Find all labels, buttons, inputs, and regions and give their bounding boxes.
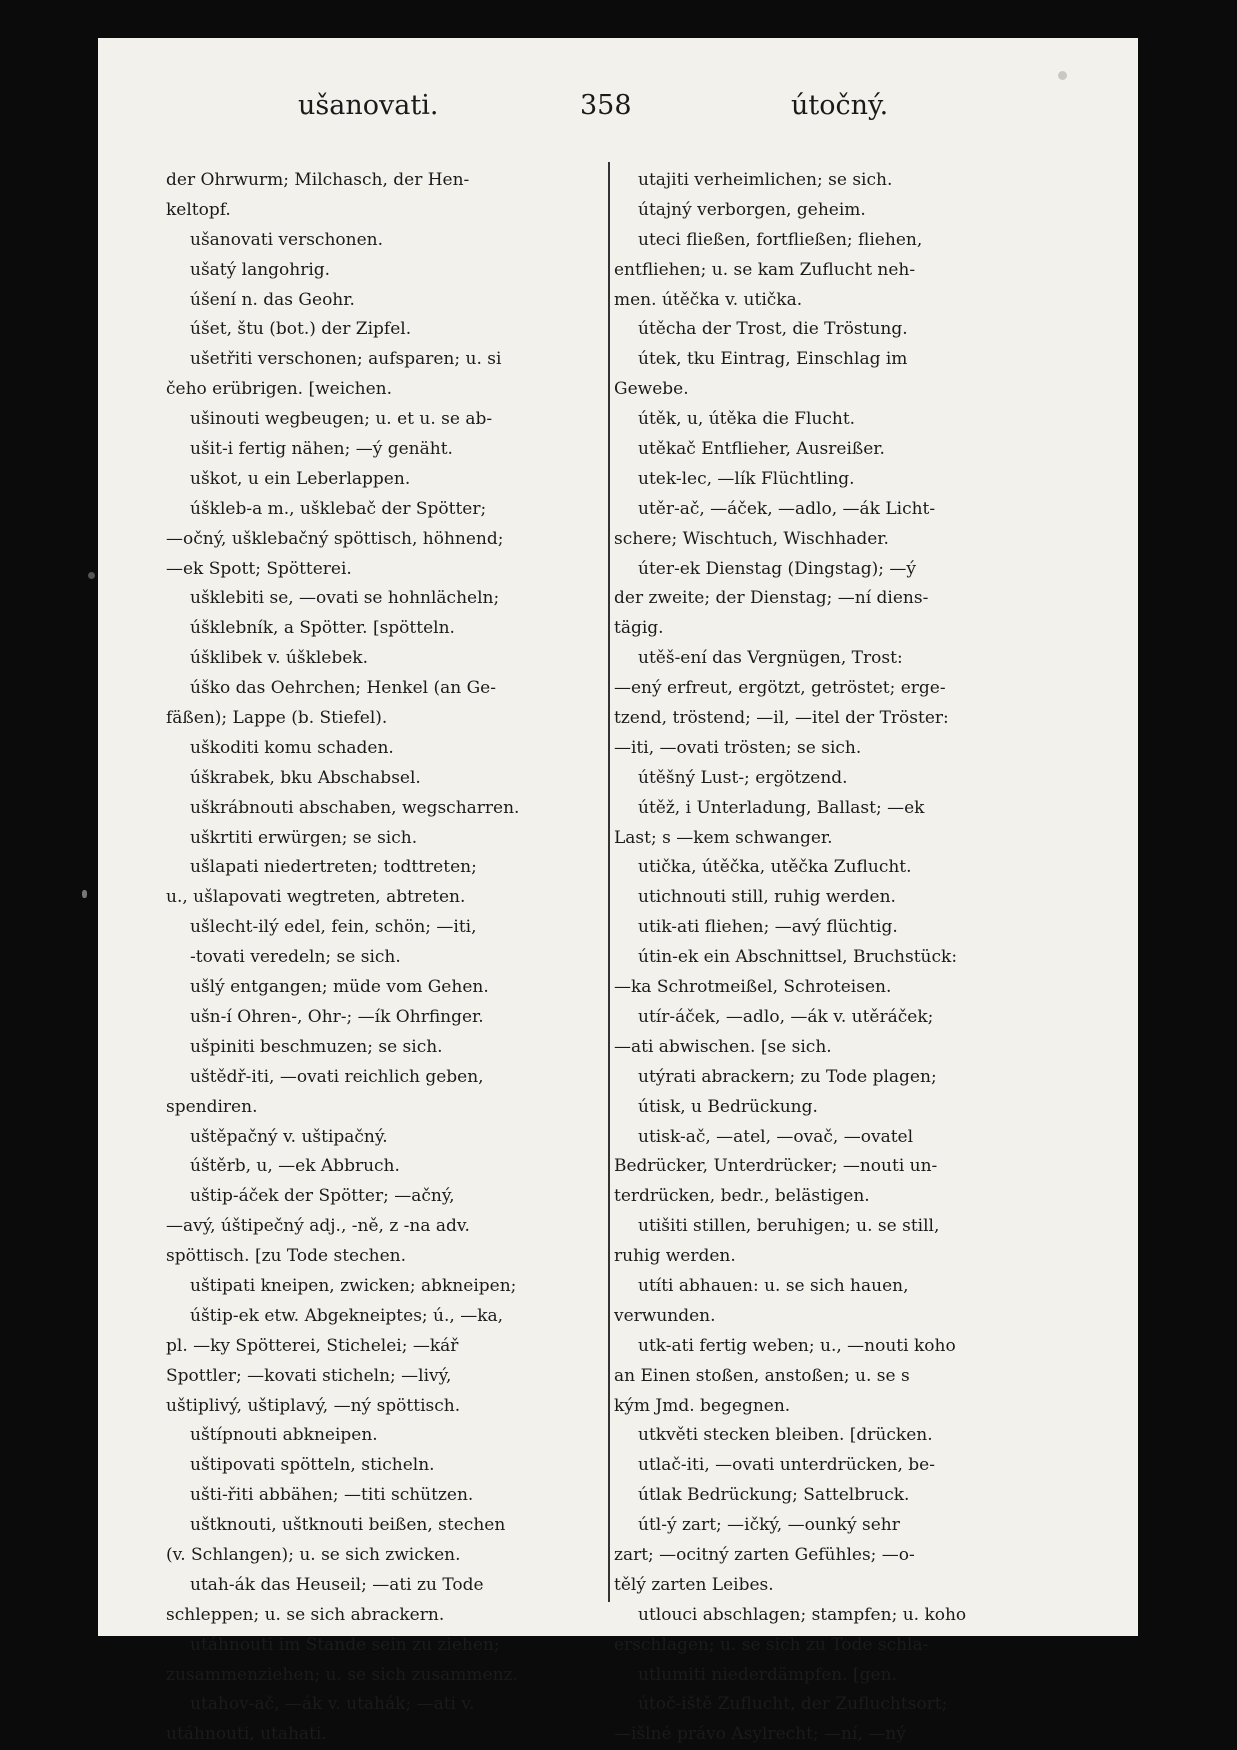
dictionary-line: úštip-ek etw. Abgekneiptes; ú., —ka, <box>190 1305 504 1326</box>
dictionary-line: uškrábnouti abschaben, wegscharren. <box>190 797 520 818</box>
dictionary-line: schere; Wischtuch, Wischhader. <box>614 528 889 549</box>
dictionary-line: útisk, u Bedrückung. <box>638 1096 818 1117</box>
dictionary-line: —očný, ušklebačný spöttisch, höhnend; <box>166 528 504 549</box>
left-column <box>166 166 598 1745</box>
dictionary-line: uškoditi komu schaden. <box>190 737 394 758</box>
running-header <box>98 90 1138 130</box>
dictionary-line: útěcha der Trost, die Tröstung. <box>638 319 908 340</box>
dictionary-line: pl. —ky Spötterei, Stichelei; —kář <box>166 1335 459 1356</box>
page-number: 358 <box>580 90 632 121</box>
dictionary-line: utička, útěčka, utěčka Zuflucht. <box>638 857 912 878</box>
dictionary-line: utěr-ač, —áček, —adlo, —ák Licht- <box>638 498 936 519</box>
dictionary-line: utahov-ač, —ák v. utahák; —ati v. <box>190 1694 475 1715</box>
dictionary-line: ušetřiti verschonen; aufsparen; u. si <box>190 349 502 370</box>
dictionary-line: útajný verborgen, geheim. <box>638 199 866 220</box>
dictionary-line: ruhig werden. <box>614 1246 736 1267</box>
dictionary-line: uštipovati spötteln, sticheln. <box>190 1455 435 1476</box>
dictionary-line: utik-ati fliehen; —avý flüchtig. <box>638 917 898 938</box>
book-page <box>98 38 1138 1745</box>
dictionary-line: ušlý entgangen; müde vom Gehen. <box>190 977 489 998</box>
dictionary-line: u., ušlapovati wegtreten, abtreten. <box>166 887 466 908</box>
dictionary-line: spöttisch. [zu Tode stechen. <box>166 1246 406 1267</box>
dictionary-line: —ený erfreut, ergötzt, getröstet; erge- <box>614 678 946 699</box>
dictionary-line: der Ohrwurm; Milchasch, der Hen- <box>166 170 470 190</box>
dictionary-line: ušlecht-ilý edel, fein, schön; —iti, <box>190 917 477 938</box>
dictionary-line: Bedrücker, Unterdrücker; —nouti un- <box>614 1156 938 1177</box>
dictionary-line: uteci fließen, fortfließen; fliehen, <box>638 229 923 250</box>
dictionary-line: zart; —ocitný zarten Gefühles; —o- <box>614 1544 915 1565</box>
dictionary-line: spendiren. <box>166 1096 258 1117</box>
dictionary-line: tzend, tröstend; —il, —itel der Tröster: <box>614 708 949 729</box>
dictionary-line: ušklebiti se, —ovati se hohnlächeln; <box>190 588 500 609</box>
dictionary-line: an Einen stoßen, anstoßen; u. se s <box>614 1365 910 1386</box>
dictionary-line: útlak Bedrückung; Sattelbruck. <box>638 1485 910 1506</box>
dictionary-line: úšklebník, a Spötter. [spötteln. <box>190 618 455 639</box>
dictionary-line: utah-ák das Heuseil; —ati zu Tode <box>190 1574 484 1595</box>
dictionary-line: utkvěti stecken bleiben. [drücken. <box>638 1425 933 1446</box>
dictionary-line: úšet, štu (bot.) der Zipfel. <box>190 319 412 340</box>
header-first-word: ušanovati. <box>298 90 439 121</box>
dictionary-line: úško das Oehrchen; Henkel (an Ge- <box>190 678 496 699</box>
dictionary-line: utlouci abschlagen; stampfen; u. koho <box>638 1604 967 1625</box>
dictionary-line: der zweite; der Dienstag; —ní diens- <box>614 588 929 609</box>
dictionary-line: ušn-í Ohren-, Ohr-; —ík Ohrfinger. <box>190 1006 484 1027</box>
dictionary-line: tägig. <box>614 618 664 639</box>
dictionary-line: Spottler; —kovati sticheln; —livý, <box>166 1365 452 1386</box>
dictionary-line: ušlapati niedertreten; todttreten; <box>190 857 477 878</box>
dictionary-line: uštiplivý, uštiplavý, —ný spöttisch. <box>166 1395 461 1416</box>
dictionary-line: men. útěčka v. utička. <box>614 289 803 310</box>
dictionary-line: utk-ati fertig weben; u., —nouti koho <box>638 1335 956 1356</box>
dictionary-line: utýrati abrackern; zu Tode plagen; <box>638 1066 937 1087</box>
dictionary-line: utír-áček, —adlo, —ák v. utěráček; <box>638 1006 934 1027</box>
dictionary-line: utáhnouti im Stande sein zu ziehen; <box>190 1634 500 1655</box>
dictionary-line: kým Jmd. begegnen. <box>614 1395 791 1416</box>
column-divider <box>608 162 610 1602</box>
dictionary-line: ušinouti wegbeugen; u. et u. se ab- <box>190 409 493 430</box>
margin-mark <box>88 572 95 579</box>
dictionary-line: uštěpačný v. uštipačný. <box>190 1126 388 1147</box>
dictionary-line: ušit-i fertig nähen; —ý genäht. <box>190 439 453 460</box>
dictionary-line: úškrabek, bku Abschabsel. <box>190 767 421 788</box>
dictionary-line: —ati abwischen. [se sich. <box>614 1036 832 1057</box>
dictionary-line: úter-ek Dienstag (Dingstag); —ý <box>638 558 917 579</box>
margin-mark <box>82 890 87 898</box>
dictionary-line: úškleb-a m., ušklebač der Spötter; <box>190 498 487 519</box>
dictionary-line: utěš-ení das Vergnügen, Trost: <box>638 648 903 669</box>
dictionary-line: utajiti verheimlichen; se sich. <box>638 170 893 190</box>
dictionary-line: uškrtiti erwürgen; se sich. <box>190 827 418 848</box>
dictionary-line: úšklibek v. úšklebek. <box>190 648 369 669</box>
dictionary-line: útěšný Lust-; ergötzend. <box>638 767 848 788</box>
dictionary-line: uštipati kneipen, zwicken; abkneipen; <box>190 1275 517 1296</box>
dictionary-line: útěk, u, útěka die Flucht. <box>638 409 856 430</box>
dictionary-line: úšení n. das Geohr. <box>190 289 355 310</box>
dictionary-line: keltopf. <box>166 199 231 220</box>
dictionary-line: utišiti stillen, beruhigen; u. se still, <box>638 1216 940 1237</box>
dictionary-line: útl-ý zart; —ičký, —ounký sehr <box>638 1515 900 1536</box>
dictionary-line: čeho erübrigen. [weichen. <box>166 379 393 400</box>
dictionary-line: ušatý langohrig. <box>190 259 331 280</box>
dictionary-line: utíti abhauen: u. se sich hauen, <box>638 1275 909 1296</box>
dictionary-line: entfliehen; u. se kam Zuflucht neh- <box>614 259 916 280</box>
dictionary-line: —išlné právo Asylrecht; —ní, —ný <box>614 1724 906 1745</box>
dictionary-line: utek-lec, —lík Flüchtling. <box>638 468 855 489</box>
dictionary-line: útek, tku Eintrag, Einschlag im <box>638 349 908 370</box>
dictionary-line: ušti-řiti abbähen; —titi schützen. <box>190 1485 474 1506</box>
dictionary-line: uštknouti, uštknouti beißen, stechen <box>190 1515 506 1536</box>
dictionary-line: uškot, u ein Leberlappen. <box>190 468 411 489</box>
paper-speck <box>1058 71 1067 80</box>
dictionary-line: —avý, úštipečný adj., -ně, z -na adv. <box>166 1216 470 1237</box>
dictionary-line: utáhnouti, utahati. <box>166 1724 327 1745</box>
dictionary-line: útin-ek ein Abschnittsel, Bruchstück: <box>638 947 958 968</box>
dictionary-line: uštip-áček der Spötter; —ačný, <box>190 1186 455 1207</box>
dictionary-line: úštěrb, u, —ek Abbruch. <box>190 1156 400 1177</box>
dictionary-line: utěkač Entflieher, Ausreißer. <box>638 439 885 460</box>
dictionary-line: utlumiti niederdämpfen. [gen. <box>638 1664 897 1685</box>
dictionary-line: terdrücken, bedr., belästigen. <box>614 1186 870 1207</box>
dictionary-line: schleppen; u. se sich abrackern. <box>166 1604 445 1625</box>
dictionary-line: —iti, —ovati trösten; se sich. <box>614 737 862 758</box>
dictionary-line: (v. Schlangen); u. se sich zwicken. <box>166 1544 461 1565</box>
dictionary-line: útěž, i Unterladung, Ballast; —ek <box>638 797 925 818</box>
dictionary-line: ušanovati verschonen. <box>190 229 383 250</box>
dictionary-line: Last; s —kem schwanger. <box>614 827 833 848</box>
dictionary-line: ušpiniti beschmuzen; se sich. <box>190 1036 443 1057</box>
dictionary-line: utisk-ač, —atel, —ovač, —ovatel <box>638 1126 914 1147</box>
dictionary-line: zusammenziehen; u. se sich zusammenz. <box>166 1664 518 1685</box>
dictionary-line: -tovati veredeln; se sich. <box>190 947 401 968</box>
dictionary-line: útoč-iště Zuflucht, der Zufluchtsort; <box>638 1694 948 1715</box>
dictionary-line: uštípnouti abkneipen. <box>190 1425 378 1446</box>
right-column <box>614 166 1064 1745</box>
dictionary-line: erschlagen; u. se sich zu Tode schla- <box>614 1634 929 1655</box>
dictionary-line: utlač-iti, —ovati unterdrücken, be- <box>638 1455 935 1476</box>
dictionary-line: Gewebe. <box>614 379 689 400</box>
dictionary-line: fäßen); Lappe (b. Stiefel). <box>166 708 388 729</box>
dictionary-line: utichnouti still, ruhig werden. <box>638 887 896 908</box>
dictionary-line: uštědř-iti, —ovati reichlich geben, <box>190 1066 484 1087</box>
dictionary-line: tělý zarten Leibes. <box>614 1574 774 1595</box>
dictionary-line: —ka Schrotmeißel, Schroteisen. <box>614 977 892 998</box>
dictionary-line: verwunden. <box>614 1305 716 1326</box>
header-last-word: útočný. <box>791 90 889 121</box>
dictionary-line: —ek Spott; Spötterei. <box>166 558 352 579</box>
